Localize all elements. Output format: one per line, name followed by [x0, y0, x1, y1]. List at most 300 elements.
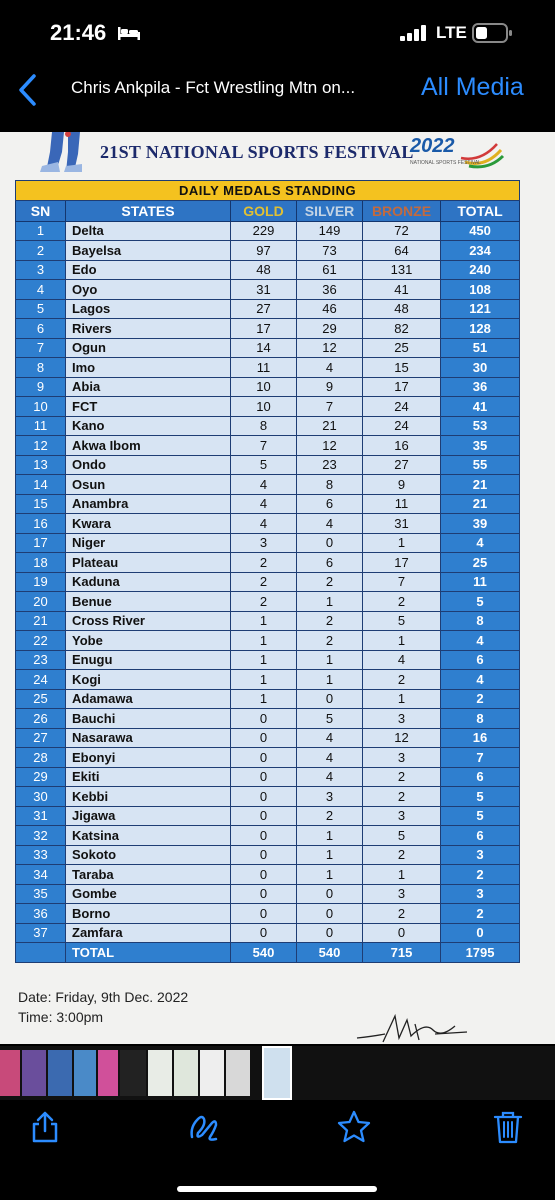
row-sn: 12 — [16, 436, 66, 456]
row-total: 36 — [441, 377, 520, 397]
row-bronze: 2 — [363, 592, 441, 612]
row-total: 108 — [441, 280, 520, 300]
star-icon[interactable] — [336, 1109, 372, 1145]
row-gold: 0 — [231, 728, 297, 748]
row-bronze: 1 — [363, 689, 441, 709]
row-state: Yobe — [66, 631, 231, 651]
totals-label: TOTAL — [66, 943, 231, 963]
row-sn: 28 — [16, 748, 66, 768]
row-bronze: 48 — [363, 299, 441, 319]
battery-icon — [472, 22, 514, 44]
row-gold: 1 — [231, 650, 297, 670]
row-silver: 9 — [297, 377, 363, 397]
row-state: Kaduna — [66, 572, 231, 592]
row-gold: 0 — [231, 767, 297, 787]
row-gold: 4 — [231, 494, 297, 514]
row-bronze: 3 — [363, 806, 441, 826]
row-sn: 22 — [16, 631, 66, 651]
row-gold: 0 — [231, 806, 297, 826]
row-sn: 23 — [16, 650, 66, 670]
table-row — [16, 611, 520, 631]
row-silver: 12 — [297, 436, 363, 456]
row-sn: 26 — [16, 709, 66, 729]
table-row — [16, 494, 520, 514]
row-state: Benue — [66, 592, 231, 612]
row-total: 5 — [441, 787, 520, 807]
row-bronze: 1 — [363, 631, 441, 651]
row-bronze: 24 — [363, 416, 441, 436]
row-state: Kogi — [66, 670, 231, 690]
row-bronze: 5 — [363, 826, 441, 846]
row-bronze: 82 — [363, 319, 441, 339]
table-row — [16, 416, 520, 436]
row-sn: 17 — [16, 533, 66, 553]
row-silver: 1 — [297, 845, 363, 865]
table-row — [16, 553, 520, 573]
row-silver: 4 — [297, 728, 363, 748]
row-silver: 46 — [297, 299, 363, 319]
row-gold: 0 — [231, 884, 297, 904]
row-gold: 7 — [231, 436, 297, 456]
row-gold: 27 — [231, 299, 297, 319]
row-silver: 7 — [297, 397, 363, 417]
totals-sn — [16, 943, 66, 963]
row-state: Imo — [66, 358, 231, 378]
row-total: 39 — [441, 514, 520, 534]
row-gold: 17 — [231, 319, 297, 339]
row-silver: 1 — [297, 650, 363, 670]
row-bronze: 131 — [363, 260, 441, 280]
table-row — [16, 923, 520, 943]
row-sn: 1 — [16, 221, 66, 241]
row-sn: 4 — [16, 280, 66, 300]
row-sn: 31 — [16, 806, 66, 826]
row-silver: 3 — [297, 787, 363, 807]
navigation-bar — [0, 64, 555, 120]
row-bronze: 7 — [363, 572, 441, 592]
row-total: 6 — [441, 767, 520, 787]
row-total: 121 — [441, 299, 520, 319]
row-silver: 12 — [297, 338, 363, 358]
row-gold: 0 — [231, 845, 297, 865]
header-bronze: BRONZE — [363, 200, 441, 221]
row-sn: 16 — [16, 514, 66, 534]
thumbnail[interactable] — [200, 1050, 224, 1096]
row-sn: 2 — [16, 241, 66, 261]
row-bronze: 2 — [363, 904, 441, 924]
row-state: Enugu — [66, 650, 231, 670]
row-silver: 23 — [297, 455, 363, 475]
thumbnail[interactable] — [98, 1050, 118, 1096]
thumbnail[interactable] — [74, 1050, 96, 1096]
row-total: 25 — [441, 553, 520, 573]
table-row — [16, 845, 520, 865]
row-gold: 1 — [231, 689, 297, 709]
row-bronze: 27 — [363, 455, 441, 475]
row-silver: 2 — [297, 611, 363, 631]
thumbnail[interactable] — [174, 1050, 198, 1096]
thumbnail[interactable] — [120, 1050, 146, 1096]
row-silver: 5 — [297, 709, 363, 729]
table-row — [16, 377, 520, 397]
row-silver: 1 — [297, 592, 363, 612]
row-bronze: 16 — [363, 436, 441, 456]
row-bronze: 2 — [363, 670, 441, 690]
row-gold: 4 — [231, 514, 297, 534]
header-total: TOTAL — [441, 200, 520, 221]
row-gold: 3 — [231, 533, 297, 553]
table-row — [16, 280, 520, 300]
totals-row — [16, 943, 520, 963]
row-silver: 0 — [297, 884, 363, 904]
row-total: 21 — [441, 494, 520, 514]
row-total: 6 — [441, 650, 520, 670]
thumbnail[interactable] — [48, 1050, 72, 1096]
row-silver: 6 — [297, 553, 363, 573]
row-sn: 36 — [16, 904, 66, 924]
row-sn: 35 — [16, 884, 66, 904]
row-bronze: 2 — [363, 787, 441, 807]
thumbnail[interactable] — [148, 1050, 172, 1096]
row-total: 4 — [441, 631, 520, 651]
row-total: 35 — [441, 436, 520, 456]
row-gold: 0 — [231, 787, 297, 807]
row-state: Plateau — [66, 553, 231, 573]
table-row — [16, 221, 520, 241]
row-total: 450 — [441, 221, 520, 241]
row-silver: 8 — [297, 475, 363, 495]
medal-table-image — [0, 132, 555, 1044]
row-state: Akwa Ibom — [66, 436, 231, 456]
row-silver: 2 — [297, 806, 363, 826]
table-row — [16, 572, 520, 592]
row-gold: 2 — [231, 572, 297, 592]
row-total: 5 — [441, 806, 520, 826]
row-total: 2 — [441, 904, 520, 924]
row-bronze: 72 — [363, 221, 441, 241]
row-state: Sokoto — [66, 845, 231, 865]
share-icon[interactable] — [27, 1109, 63, 1145]
row-bronze: 2 — [363, 845, 441, 865]
document-date: Date: Friday, 9th Dec. 2022 — [18, 989, 189, 1005]
row-total: 7 — [441, 748, 520, 768]
medals-table — [15, 180, 520, 963]
table-row — [16, 436, 520, 456]
table-row — [16, 338, 520, 358]
row-silver: 61 — [297, 260, 363, 280]
row-state: Anambra — [66, 494, 231, 514]
row-total: 51 — [441, 338, 520, 358]
row-gold: 2 — [231, 592, 297, 612]
thumbnail-strip[interactable] — [0, 1046, 555, 1100]
row-bronze: 64 — [363, 241, 441, 261]
table-row — [16, 806, 520, 826]
header-gold: GOLD — [231, 200, 297, 221]
row-bronze: 3 — [363, 748, 441, 768]
trash-icon[interactable] — [490, 1109, 526, 1145]
mascot-logo — [38, 132, 98, 174]
row-sn: 33 — [16, 845, 66, 865]
row-gold: 0 — [231, 709, 297, 729]
row-bronze: 3 — [363, 884, 441, 904]
row-silver: 4 — [297, 748, 363, 768]
row-state: Gombe — [66, 884, 231, 904]
row-bronze: 17 — [363, 377, 441, 397]
table-row — [16, 670, 520, 690]
row-state: Lagos — [66, 299, 231, 319]
row-bronze: 24 — [363, 397, 441, 417]
row-bronze: 2 — [363, 767, 441, 787]
totals-bronze: 715 — [363, 943, 441, 963]
row-state: Oyo — [66, 280, 231, 300]
row-silver: 29 — [297, 319, 363, 339]
row-gold: 0 — [231, 826, 297, 846]
row-state: Kano — [66, 416, 231, 436]
row-sn: 24 — [16, 670, 66, 690]
row-sn: 15 — [16, 494, 66, 514]
row-sn: 5 — [16, 299, 66, 319]
signature — [355, 1012, 470, 1044]
row-gold: 10 — [231, 397, 297, 417]
row-total: 21 — [441, 475, 520, 495]
table-row — [16, 748, 520, 768]
row-bronze: 3 — [363, 709, 441, 729]
row-state: Ondo — [66, 455, 231, 475]
row-gold: 5 — [231, 455, 297, 475]
totals-total: 1795 — [441, 943, 520, 963]
row-state: Adamawa — [66, 689, 231, 709]
document-time: Time: 3:00pm — [18, 1009, 104, 1025]
row-total: 6 — [441, 826, 520, 846]
table-row — [16, 865, 520, 885]
row-silver: 21 — [297, 416, 363, 436]
row-state: Jigawa — [66, 806, 231, 826]
row-state: Osun — [66, 475, 231, 495]
row-state: Taraba — [66, 865, 231, 885]
table-row — [16, 533, 520, 553]
table-row — [16, 631, 520, 651]
row-silver: 2 — [297, 572, 363, 592]
row-bronze: 4 — [363, 650, 441, 670]
row-total: 234 — [441, 241, 520, 261]
row-silver: 4 — [297, 514, 363, 534]
row-total: 16 — [441, 728, 520, 748]
row-gold: 1 — [231, 670, 297, 690]
row-gold: 0 — [231, 904, 297, 924]
table-row — [16, 709, 520, 729]
table-banner: DAILY MEDALS STANDING — [16, 181, 520, 201]
totals-silver: 540 — [297, 943, 363, 963]
thumbnail-current[interactable] — [262, 1046, 292, 1100]
row-silver: 2 — [297, 631, 363, 651]
table-row — [16, 241, 520, 261]
row-gold: 1 — [231, 611, 297, 631]
row-state: Nasarawa — [66, 728, 231, 748]
row-state: Zamfara — [66, 923, 231, 943]
row-silver: 0 — [297, 689, 363, 709]
status-bar — [0, 0, 555, 64]
row-sn: 19 — [16, 572, 66, 592]
table-row — [16, 592, 520, 612]
row-sn: 14 — [16, 475, 66, 495]
row-total: 2 — [441, 865, 520, 885]
row-total: 128 — [441, 319, 520, 339]
row-state: Kebbi — [66, 787, 231, 807]
row-total: 0 — [441, 923, 520, 943]
row-state: Cross River — [66, 611, 231, 631]
row-silver: 0 — [297, 904, 363, 924]
thumbnail[interactable] — [0, 1050, 20, 1096]
row-total: 8 — [441, 611, 520, 631]
table-row — [16, 826, 520, 846]
row-state: FCT — [66, 397, 231, 417]
row-gold: 11 — [231, 358, 297, 378]
markup-icon[interactable] — [186, 1109, 222, 1145]
row-sn: 32 — [16, 826, 66, 846]
row-silver: 73 — [297, 241, 363, 261]
row-bronze: 1 — [363, 865, 441, 885]
nav-title: Chris Ankpila - Fct Wrestling Mtn on... — [71, 78, 356, 97]
row-bronze: 25 — [363, 338, 441, 358]
row-silver: 149 — [297, 221, 363, 241]
table-row — [16, 767, 520, 787]
header-sn: SN — [16, 200, 66, 221]
row-state: Borno — [66, 904, 231, 924]
row-sn: 20 — [16, 592, 66, 612]
row-sn: 9 — [16, 377, 66, 397]
sleep-mode-icon — [117, 25, 141, 41]
row-gold: 229 — [231, 221, 297, 241]
row-sn: 37 — [16, 923, 66, 943]
row-state: Bayelsa — [66, 241, 231, 261]
row-total: 3 — [441, 884, 520, 904]
row-state: Ebonyi — [66, 748, 231, 768]
table-row — [16, 260, 520, 280]
row-state: Ekiti — [66, 767, 231, 787]
row-gold: 10 — [231, 377, 297, 397]
table-header-row — [16, 200, 520, 221]
row-sn: 3 — [16, 260, 66, 280]
row-state: Kwara — [66, 514, 231, 534]
row-gold: 14 — [231, 338, 297, 358]
table-row — [16, 319, 520, 339]
status-time: 21:46 — [50, 20, 107, 45]
row-bronze: 5 — [363, 611, 441, 631]
row-total: 11 — [441, 572, 520, 592]
row-state: Bauchi — [66, 709, 231, 729]
row-state: Niger — [66, 533, 231, 553]
table-row — [16, 475, 520, 495]
logo-subtitle: NATIONAL SPORTS FESTIVAL — [410, 160, 481, 166]
row-silver: 0 — [297, 533, 363, 553]
row-total: 2 — [441, 689, 520, 709]
row-silver: 1 — [297, 826, 363, 846]
table-row — [16, 358, 520, 378]
row-sn: 11 — [16, 416, 66, 436]
row-gold: 31 — [231, 280, 297, 300]
row-total: 53 — [441, 416, 520, 436]
header-silver: SILVER — [297, 200, 363, 221]
row-sn: 27 — [16, 728, 66, 748]
festival-title: 21ST NATIONAL SPORTS FESTIVAL — [100, 142, 414, 162]
row-sn: 29 — [16, 767, 66, 787]
thumbnail[interactable] — [226, 1050, 250, 1096]
row-bronze: 11 — [363, 494, 441, 514]
row-sn: 34 — [16, 865, 66, 885]
row-silver: 1 — [297, 670, 363, 690]
home-indicator[interactable] — [177, 1186, 377, 1192]
table-row — [16, 904, 520, 924]
table-body — [16, 221, 520, 943]
table-row — [16, 787, 520, 807]
row-bronze: 0 — [363, 923, 441, 943]
row-total: 8 — [441, 709, 520, 729]
table-row — [16, 689, 520, 709]
row-sn: 18 — [16, 553, 66, 573]
row-silver: 4 — [297, 767, 363, 787]
table-row — [16, 299, 520, 319]
row-total: 240 — [441, 260, 520, 280]
row-silver: 36 — [297, 280, 363, 300]
row-sn: 10 — [16, 397, 66, 417]
row-silver: 0 — [297, 923, 363, 943]
row-total: 30 — [441, 358, 520, 378]
table-row — [16, 884, 520, 904]
row-state: Edo — [66, 260, 231, 280]
row-gold: 0 — [231, 748, 297, 768]
table-row — [16, 650, 520, 670]
table-row — [16, 728, 520, 748]
row-silver: 4 — [297, 358, 363, 378]
row-sn: 6 — [16, 319, 66, 339]
row-total: 55 — [441, 455, 520, 475]
row-state: Rivers — [66, 319, 231, 339]
back-chevron-icon[interactable] — [16, 72, 40, 108]
totals-gold: 540 — [231, 943, 297, 963]
table-row — [16, 397, 520, 417]
row-sn: 8 — [16, 358, 66, 378]
row-sn: 21 — [16, 611, 66, 631]
row-gold: 97 — [231, 241, 297, 261]
row-total: 41 — [441, 397, 520, 417]
row-bronze: 31 — [363, 514, 441, 534]
row-gold: 0 — [231, 923, 297, 943]
row-sn: 13 — [16, 455, 66, 475]
network-type: LTE — [436, 23, 467, 42]
thumbnail[interactable] — [22, 1050, 46, 1096]
row-total: 4 — [441, 533, 520, 553]
table-row — [16, 514, 520, 534]
row-state: Abia — [66, 377, 231, 397]
row-bronze: 15 — [363, 358, 441, 378]
row-bronze: 9 — [363, 475, 441, 495]
cellular-signal-icon — [399, 25, 429, 41]
bottom-toolbar — [0, 1100, 555, 1200]
row-total: 5 — [441, 592, 520, 612]
row-bronze: 12 — [363, 728, 441, 748]
row-state: Delta — [66, 221, 231, 241]
all-media-button[interactable]: All Media — [421, 73, 524, 101]
row-bronze: 17 — [363, 553, 441, 573]
row-silver: 6 — [297, 494, 363, 514]
header-states: STATES — [66, 200, 231, 221]
table-row — [16, 455, 520, 475]
row-bronze: 1 — [363, 533, 441, 553]
row-silver: 1 — [297, 865, 363, 885]
row-gold: 1 — [231, 631, 297, 651]
row-bronze: 41 — [363, 280, 441, 300]
row-total: 4 — [441, 670, 520, 690]
